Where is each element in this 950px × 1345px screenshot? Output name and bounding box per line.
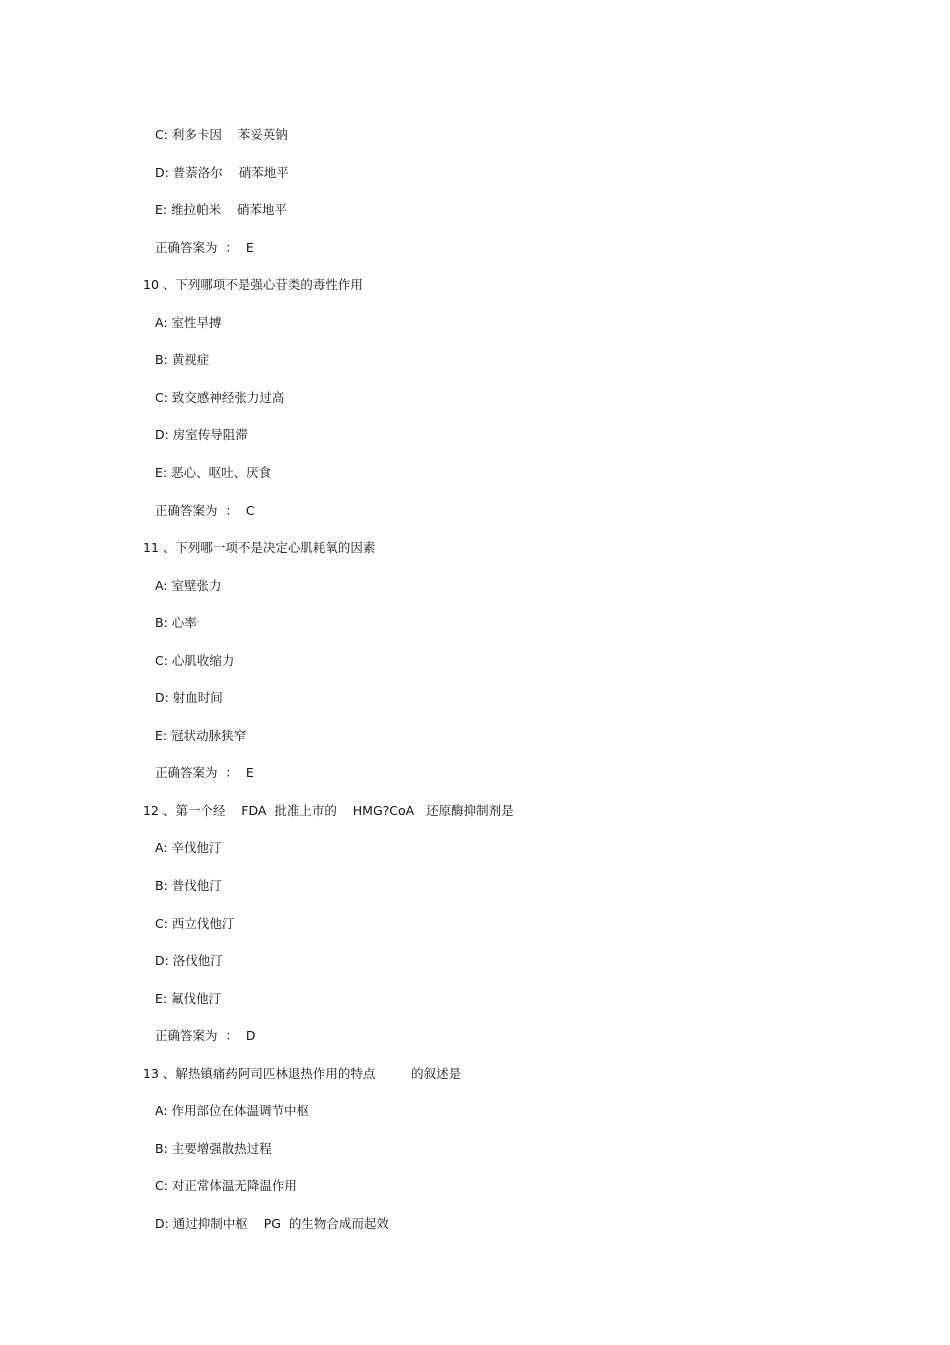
answer-option: C: 利多卡因 苯妥英钠 [155, 127, 288, 142]
answer-option: A: 室壁张力 [155, 578, 222, 593]
answer-option: D: 射血时间 [155, 690, 223, 705]
answer-option: C: 对正常体温无降温作用 [155, 1178, 297, 1193]
answer-option: C: 西立伐他汀 [155, 916, 235, 931]
answer-option: D: 普萘洛尔 硝苯地平 [155, 165, 289, 180]
question-text: 10 、下列哪项不是强心苷类的毒性作用 [143, 277, 363, 292]
answer-option: A: 室性早搏 [155, 315, 222, 330]
correct-answer: 正确答案为 ： E [155, 240, 254, 255]
answer-option: D: 洛伐他汀 [155, 953, 223, 968]
answer-option: D: 通过抑制中枢 PG 的生物合成而起效 [155, 1216, 389, 1231]
answer-option: B: 普伐他汀 [155, 878, 222, 893]
correct-answer: 正确答案为 ： C [155, 503, 255, 518]
answer-option: E: 冠状动脉狭窄 [155, 728, 247, 743]
question-text: 12 、第一个经 FDA 批准上市的 HMG?CoA 还原酶抑制剂是 [143, 803, 514, 818]
question-text: 11 、下列哪一项不是决定心肌耗氧的因素 [143, 540, 376, 555]
answer-option: C: 致交感神经张力过高 [155, 390, 285, 405]
answer-option: B: 心率 [155, 615, 197, 630]
answer-option: A: 辛伐他汀 [155, 840, 222, 855]
answer-option: E: 维拉帕米 硝苯地平 [155, 202, 287, 217]
answer-option: D: 房室传导阻滞 [155, 427, 248, 442]
answer-option: E: 氟伐他汀 [155, 991, 222, 1006]
answer-option: B: 黄视症 [155, 352, 210, 367]
correct-answer: 正确答案为 ： E [155, 765, 254, 780]
correct-answer: 正确答案为 ： D [155, 1028, 256, 1043]
answer-option: E: 恶心、呕吐、厌食 [155, 465, 272, 480]
question-text: 13 、解热镇痛药阿司匹林退热作用的特点 的叙述是 [143, 1066, 462, 1081]
answer-option: A: 作用部位在体温调节中枢 [155, 1103, 310, 1118]
answer-option: B: 主要增强散热过程 [155, 1141, 272, 1156]
answer-option: C: 心肌收缩力 [155, 653, 235, 668]
